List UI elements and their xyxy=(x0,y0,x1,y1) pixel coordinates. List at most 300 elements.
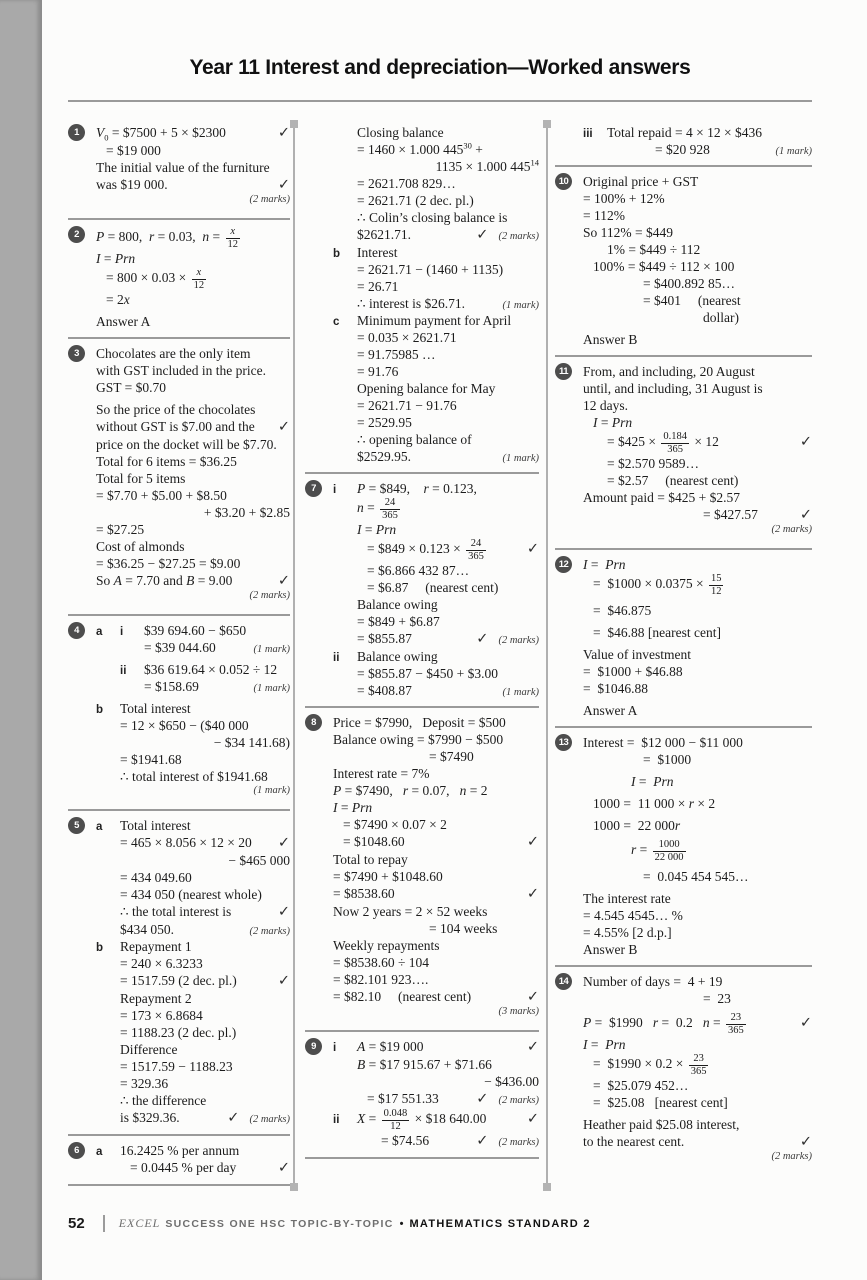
solution-line xyxy=(333,954,539,971)
marks-label: (2 marks) xyxy=(249,194,290,205)
solution-line xyxy=(333,1056,539,1073)
solution-text: Answer A xyxy=(96,314,151,330)
part-label: a xyxy=(96,626,103,639)
solution-line xyxy=(333,782,539,799)
solution-line xyxy=(333,497,539,521)
solution-text: = $855.87 xyxy=(357,631,412,647)
solution-line xyxy=(96,538,290,555)
line-right-group xyxy=(470,1133,539,1150)
solution-text: So A = 7.70 and B = 9.00 xyxy=(96,573,233,589)
line-right-group xyxy=(272,177,290,194)
checkmark-icon: ✓ xyxy=(277,573,290,590)
solution-text: = 2621.71 − (1460 + 1135) xyxy=(357,262,504,277)
solution-line xyxy=(583,1094,812,1111)
answer-block-13 xyxy=(555,726,812,965)
solution-line xyxy=(333,1073,539,1090)
solution-line xyxy=(96,1159,290,1177)
column-divider-1 xyxy=(293,123,295,1186)
solution-line xyxy=(583,795,812,812)
solution-line xyxy=(96,504,290,521)
solution-line xyxy=(333,630,539,648)
solution-text: = $19 000 xyxy=(106,143,161,158)
solution-text: = 2621.708 829… xyxy=(357,176,456,191)
solution-text: = $8538.60 ÷ 104 xyxy=(333,955,430,971)
solution-line xyxy=(333,1108,539,1132)
page-spine-shadow xyxy=(0,0,42,1280)
solution-text: = 2x xyxy=(106,292,130,308)
solution-line xyxy=(583,1116,812,1133)
line-right-group xyxy=(272,973,290,990)
answer-block-11 xyxy=(555,355,812,548)
solution-line xyxy=(583,506,812,524)
solution-line xyxy=(333,579,539,596)
part-label: a xyxy=(96,1146,103,1159)
solution-text: = 800 × 0.03 × $\frac{x}{12}$ xyxy=(106,267,205,291)
solution-text: Total for 6 items = $36.25 xyxy=(96,454,237,470)
solution-line xyxy=(583,1036,812,1053)
solution-line xyxy=(333,851,539,868)
solution-line xyxy=(583,124,812,141)
solution-text: Total to repay xyxy=(333,852,408,868)
solution-text: 100% = $449 ÷ 112 × 100 xyxy=(593,259,735,274)
solution-text: = $400.892 85… xyxy=(643,276,735,291)
part-label: b xyxy=(96,704,104,717)
solution-text: P = $849, r = 0.123, xyxy=(357,481,477,496)
solution-text: with GST included in the price. xyxy=(96,363,266,379)
solution-line xyxy=(74,124,290,143)
solution-text: Opening balance for May xyxy=(357,381,496,396)
solution-text: $2529.95. xyxy=(357,449,411,464)
solution-text: = $25.08 [nearest cent] xyxy=(593,1095,728,1111)
solution-text: = $401 (nearest xyxy=(643,293,741,308)
solution-line xyxy=(333,903,539,920)
solution-line xyxy=(583,1133,812,1151)
question-number-badge: 3 xyxy=(68,345,85,362)
solution-text: = 1460 × 1.000 $445^{30}$ + xyxy=(357,140,483,157)
part-label: i xyxy=(120,626,124,639)
solution-line xyxy=(583,663,812,680)
solution-text: = 4.545 4545… % xyxy=(583,908,683,924)
solution-text: Repayment 2 xyxy=(120,991,192,1007)
question-number-badge: 5 xyxy=(68,817,85,834)
footer-series-excel: EXCEL xyxy=(118,1216,161,1230)
solution-text: = $855.87 − $450 + $3.00 xyxy=(357,666,498,682)
answer-block-6 xyxy=(68,1134,290,1186)
solution-line xyxy=(311,714,539,731)
solution-line xyxy=(96,921,290,938)
solution-line xyxy=(333,448,539,465)
solution-line xyxy=(96,401,290,418)
solution-text: Total repaid = 4 × 12 × $436 xyxy=(607,125,762,140)
line-right-group xyxy=(470,631,539,648)
marks-label: (2 marks) xyxy=(249,926,290,938)
solution-text: = $46.875 xyxy=(593,603,652,619)
checkmark-icon: ✓ xyxy=(526,1111,539,1128)
solution-text: Repayment 1 xyxy=(120,939,192,955)
solution-line xyxy=(583,431,812,455)
solution-line xyxy=(333,295,539,312)
solution-line xyxy=(583,702,812,719)
question-number-badge: 13 xyxy=(555,734,572,751)
page-title: Year 11 Interest and depreciation—Worked answers xyxy=(189,56,691,79)
solution-text: = $427.57 xyxy=(703,507,758,523)
solution-text: = $1046.88 xyxy=(583,681,648,697)
solution-line xyxy=(583,380,812,397)
checkmark-icon: ✓ xyxy=(227,1110,240,1127)
solution-line xyxy=(583,839,812,863)
solution-text: = 1188.23 (2 dec. pl.) xyxy=(120,1025,237,1041)
solution-line xyxy=(333,380,539,397)
solution-text: Cost of almonds xyxy=(96,539,185,555)
solution-line xyxy=(74,226,290,250)
answer-block-6-continued xyxy=(305,118,539,472)
solution-text: ∴ the total interest is xyxy=(120,904,232,920)
solution-line xyxy=(583,275,812,292)
solution-text: Minimum payment for April xyxy=(357,313,512,328)
solution-text: = 434 050 (nearest whole) xyxy=(120,887,262,903)
solution-text: to the nearest cent. xyxy=(583,1134,685,1150)
footer-subject: MATHEMATICS STANDARD 2 xyxy=(409,1217,591,1230)
solution-line xyxy=(583,890,812,907)
solution-line xyxy=(583,292,812,309)
solution-line xyxy=(333,346,539,363)
solution-text: Answer B xyxy=(583,942,638,958)
solution-line xyxy=(333,431,539,448)
solution-line xyxy=(333,158,539,175)
solution-line xyxy=(333,868,539,885)
line-right-group xyxy=(248,683,290,694)
solution-text: From, and including, 20 August xyxy=(583,364,755,379)
checkmark-icon: ✓ xyxy=(277,1160,290,1177)
solution-text: = 4.55% [2 d.p.] xyxy=(583,925,672,941)
solution-text: Answer A xyxy=(583,703,638,719)
checkmark-icon: ✓ xyxy=(277,973,290,990)
solution-line xyxy=(333,596,539,613)
solution-line xyxy=(333,329,539,346)
solution-line xyxy=(311,480,539,497)
solution-line xyxy=(333,363,539,380)
solution-line xyxy=(583,868,812,885)
solution-text: X = $\frac{0.048}{12}$ × $18 640.00 xyxy=(357,1108,487,1132)
line-right-group xyxy=(272,419,290,436)
solution-line xyxy=(96,886,290,903)
solution-text: $434 050. xyxy=(120,922,174,938)
solution-line xyxy=(96,159,290,176)
line-right-group xyxy=(470,1091,539,1108)
solution-line xyxy=(74,1142,290,1159)
solution-line xyxy=(333,312,539,329)
line-right-group xyxy=(521,834,539,851)
solution-text: dollar) xyxy=(703,310,739,325)
solution-text: = 240 × 6.3233 xyxy=(120,956,203,972)
solution-text: ∴ the difference xyxy=(120,1093,207,1109)
solution-line xyxy=(333,1006,539,1023)
solution-text: Balance owing xyxy=(357,649,438,665)
solution-line xyxy=(333,833,539,851)
solution-line xyxy=(583,489,812,506)
solution-text: = 465 × 8.056 × 12 × 20 xyxy=(120,835,252,851)
solution-line xyxy=(333,816,539,833)
answer-block-1 xyxy=(68,118,290,218)
line-right-group xyxy=(248,785,290,796)
solution-text: was $19 000. xyxy=(96,177,168,192)
checkmark-icon: ✓ xyxy=(277,835,290,852)
line-right-group xyxy=(521,1111,539,1128)
solution-line xyxy=(96,291,290,308)
solution-text: = $39 044.60 xyxy=(144,640,216,656)
solution-line xyxy=(583,224,812,241)
solution-text: + $3.20 + $2.85 xyxy=(203,505,290,521)
solution-line xyxy=(333,141,539,158)
solution-text: ∴ interest is $26.71. xyxy=(357,296,465,311)
page-footer xyxy=(68,1215,812,1232)
solution-text: = $1000 xyxy=(643,752,692,768)
solution-text: 1000 = 11 000 × r × 2 xyxy=(593,796,716,812)
solution-line xyxy=(96,768,290,785)
solution-line xyxy=(96,903,290,921)
line-right-group xyxy=(272,1160,290,1177)
solution-text: = 1517.59 − 1188.23 xyxy=(120,1059,233,1075)
solution-line xyxy=(333,1132,539,1150)
checkmark-icon: ✓ xyxy=(277,419,290,436)
solution-text: ∴ Colin’s closing balance is xyxy=(357,210,508,225)
solution-text: = 91.76 xyxy=(357,364,399,379)
solution-line xyxy=(96,487,290,504)
checkmark-icon: ✓ xyxy=(526,989,539,1006)
solution-text: 16.2425 % per annum xyxy=(120,1143,240,1159)
page-number: 52 xyxy=(68,1215,85,1232)
solution-text: = $20 928 xyxy=(655,142,710,157)
solution-line xyxy=(583,141,812,158)
solution-line xyxy=(333,988,539,1006)
solution-text: Original price + GST xyxy=(583,174,699,189)
part-label: i xyxy=(333,484,337,496)
part-label: ii xyxy=(120,665,127,678)
solution-text: = $17 551.33 xyxy=(367,1091,439,1107)
line-right-group xyxy=(794,1015,812,1032)
solution-line xyxy=(96,1024,290,1041)
line-right-group xyxy=(497,300,539,311)
solution-text: = $7490 xyxy=(429,749,474,765)
solution-text: I = Prn xyxy=(593,415,633,430)
solution-line xyxy=(333,937,539,954)
solution-text: n = $\frac{24}{365}$ xyxy=(357,497,398,521)
solution-line xyxy=(583,524,812,541)
checkmark-icon: ✓ xyxy=(799,1015,812,1032)
solution-line xyxy=(96,717,290,734)
answer-column-3 xyxy=(555,118,812,1198)
solution-line xyxy=(333,521,539,538)
solution-line xyxy=(583,990,812,1007)
solution-text: I = Prn xyxy=(631,774,674,790)
solution-text: Interest = $12 000 − $11 000 xyxy=(583,735,743,751)
question-number-badge: 4 xyxy=(68,622,85,639)
answer-block-2 xyxy=(68,218,290,337)
solution-line xyxy=(558,734,812,751)
solution-text: 1135 × 1.000 $445^{14}$ xyxy=(435,157,539,174)
solution-text: A = $19 000 xyxy=(357,1039,424,1055)
solution-line xyxy=(583,680,812,697)
line-right-group xyxy=(794,507,812,524)
solution-line xyxy=(583,751,812,768)
solution-text: = 0.045 454 545… xyxy=(643,869,749,885)
solution-text: = $1000 × 0.0375 × $\frac{15}{12}$ xyxy=(593,573,722,597)
marks-label: (2 marks) xyxy=(498,231,539,242)
solution-text: = 112% xyxy=(583,208,625,223)
solution-line xyxy=(333,397,539,414)
solution-text: Total interest xyxy=(120,701,191,717)
solution-line xyxy=(96,1092,290,1109)
solution-text: = $7.70 + $5.00 + $8.50 xyxy=(96,488,227,504)
line-right-group xyxy=(521,989,539,1006)
solution-line xyxy=(333,124,539,141)
solution-line xyxy=(333,765,539,782)
solution-line xyxy=(96,990,290,1007)
solution-line xyxy=(333,665,539,682)
solution-text: = 23 xyxy=(703,991,731,1007)
solution-line xyxy=(333,1090,539,1108)
solution-text: = 2529.95 xyxy=(357,415,412,430)
solution-line xyxy=(96,267,290,291)
line-right-group xyxy=(243,194,290,205)
solution-line xyxy=(96,661,290,678)
solution-line xyxy=(96,1041,290,1058)
marks-label: (3 marks) xyxy=(498,1006,539,1018)
solution-line xyxy=(96,470,290,487)
solution-text: Chocolates are the only item xyxy=(96,346,251,362)
solution-text: is $329.36. xyxy=(120,1110,180,1126)
marks-label: (2 marks) xyxy=(498,635,539,647)
question-number-badge: 12 xyxy=(555,556,572,573)
solution-line xyxy=(333,748,539,765)
solution-line xyxy=(96,751,290,768)
solution-text: 1% = $449 ÷ 112 xyxy=(607,242,701,257)
solution-text: Now 2 years = 2 × 52 weeks xyxy=(333,904,488,920)
line-right-group xyxy=(521,541,539,558)
solution-line xyxy=(96,852,290,869)
solution-text: = 26.71 xyxy=(357,279,399,294)
solution-line xyxy=(74,345,290,362)
solution-line xyxy=(583,190,812,207)
solution-text: Number of days = 4 + 19 xyxy=(583,974,723,990)
solution-text: = $6.866 432 87… xyxy=(367,563,470,579)
question-number-badge: 14 xyxy=(555,973,572,990)
solution-text: The initial value of the furniture xyxy=(96,160,270,175)
solution-line xyxy=(96,418,290,436)
solution-text: I = Prn xyxy=(583,557,626,573)
answer-column-1 xyxy=(68,118,290,1198)
part-label: b xyxy=(333,248,341,260)
solution-text: Interest rate = 7% xyxy=(333,766,430,782)
solution-line xyxy=(333,562,539,579)
solution-text: = $27.25 xyxy=(96,522,145,538)
solution-line xyxy=(333,209,539,226)
marks-label: (2 marks) xyxy=(249,1114,290,1126)
solution-text: = $1000 + $46.88 xyxy=(583,664,683,680)
solution-text: = $849 + $6.87 xyxy=(357,614,440,630)
solution-line xyxy=(96,834,290,852)
solution-line xyxy=(333,885,539,903)
solution-line xyxy=(583,1012,812,1036)
divider-handle xyxy=(290,120,298,128)
solution-text: = $25.079 452… xyxy=(593,1078,689,1094)
solution-line xyxy=(96,555,290,572)
solution-line xyxy=(96,734,290,751)
line-right-group xyxy=(272,573,290,590)
answer-block-12 xyxy=(555,548,812,726)
solution-line xyxy=(96,436,290,453)
line-right-group xyxy=(765,524,812,535)
checkmark-icon: ✓ xyxy=(277,904,290,921)
solution-line xyxy=(333,682,539,699)
solution-text: Price = $7990, Deposit = $500 xyxy=(333,715,506,731)
solution-text: = $7490 × 0.07 × 2 xyxy=(343,817,447,833)
checkmark-icon: ✓ xyxy=(526,541,539,558)
line-right-group xyxy=(497,687,539,698)
solution-text: = 104 weeks xyxy=(429,921,498,937)
solution-line xyxy=(583,941,812,958)
solution-text: Interest xyxy=(357,245,398,260)
solution-text: = $1990 × 0.2 × $\frac{23}{365}$ xyxy=(593,1053,707,1077)
solution-line xyxy=(96,639,290,656)
solution-text: = 329.36 xyxy=(120,1076,169,1092)
solution-line xyxy=(333,799,539,816)
solution-line xyxy=(96,785,290,802)
marks-label: (1 mark) xyxy=(253,785,290,797)
marks-label: (2 marks) xyxy=(498,1095,539,1107)
solution-text: = $2.570 9589… xyxy=(607,456,699,472)
solution-text: = $8538.60 xyxy=(333,886,395,902)
solution-text: GST = $0.70 xyxy=(96,380,166,396)
line-right-group xyxy=(794,1134,812,1151)
solution-text: Weekly repayments xyxy=(333,938,440,954)
divider-handle xyxy=(290,1183,298,1191)
solution-line xyxy=(96,1075,290,1092)
footer-divider xyxy=(103,1215,105,1232)
answer-block-9 xyxy=(305,1030,539,1159)
footer-series-title: SUCCESS ONE HSC TOPIC-BY-TOPIC xyxy=(165,1217,394,1230)
solution-text: = 0.035 × 2621.71 xyxy=(357,330,457,345)
solution-text: B = $17 915.67 + $71.66 xyxy=(357,1057,492,1073)
solution-text: − $465 000 xyxy=(228,853,290,869)
solution-line xyxy=(96,194,290,211)
solution-line xyxy=(74,817,290,834)
solution-text: = $82.10 (nearest cent) xyxy=(333,989,472,1005)
solution-line xyxy=(96,869,290,886)
solution-line xyxy=(96,972,290,990)
marks-label: (2 marks) xyxy=(771,524,812,536)
solution-text: P = $7490, r = 0.07, n = 2 xyxy=(333,783,488,799)
solution-text: = $425 × $\frac{0.184}{365}$ × 12 xyxy=(607,431,719,455)
solution-line xyxy=(583,1151,812,1168)
line-right-group xyxy=(248,644,290,655)
solution-text: = $7490 + $1048.60 xyxy=(333,869,443,885)
solution-text: = $46.88 [nearest cent] xyxy=(593,625,721,641)
checkmark-icon: ✓ xyxy=(526,834,539,851)
part-label: ii xyxy=(333,1114,340,1127)
column-divider-2 xyxy=(546,123,548,1186)
question-number-badge: 2 xyxy=(68,226,85,243)
solution-line xyxy=(96,938,290,955)
line-right-group xyxy=(272,835,290,852)
solution-line xyxy=(96,1109,290,1127)
solution-text: = 100% + 12% xyxy=(583,191,665,206)
solution-text: = 0.0445 % per day xyxy=(130,1160,237,1176)
solution-text: = 91.75985 … xyxy=(357,347,436,362)
solution-line xyxy=(583,817,812,834)
solution-text: = $849 × 0.123 × $\frac{24}{365}$ xyxy=(367,538,484,562)
solution-line xyxy=(96,313,290,330)
